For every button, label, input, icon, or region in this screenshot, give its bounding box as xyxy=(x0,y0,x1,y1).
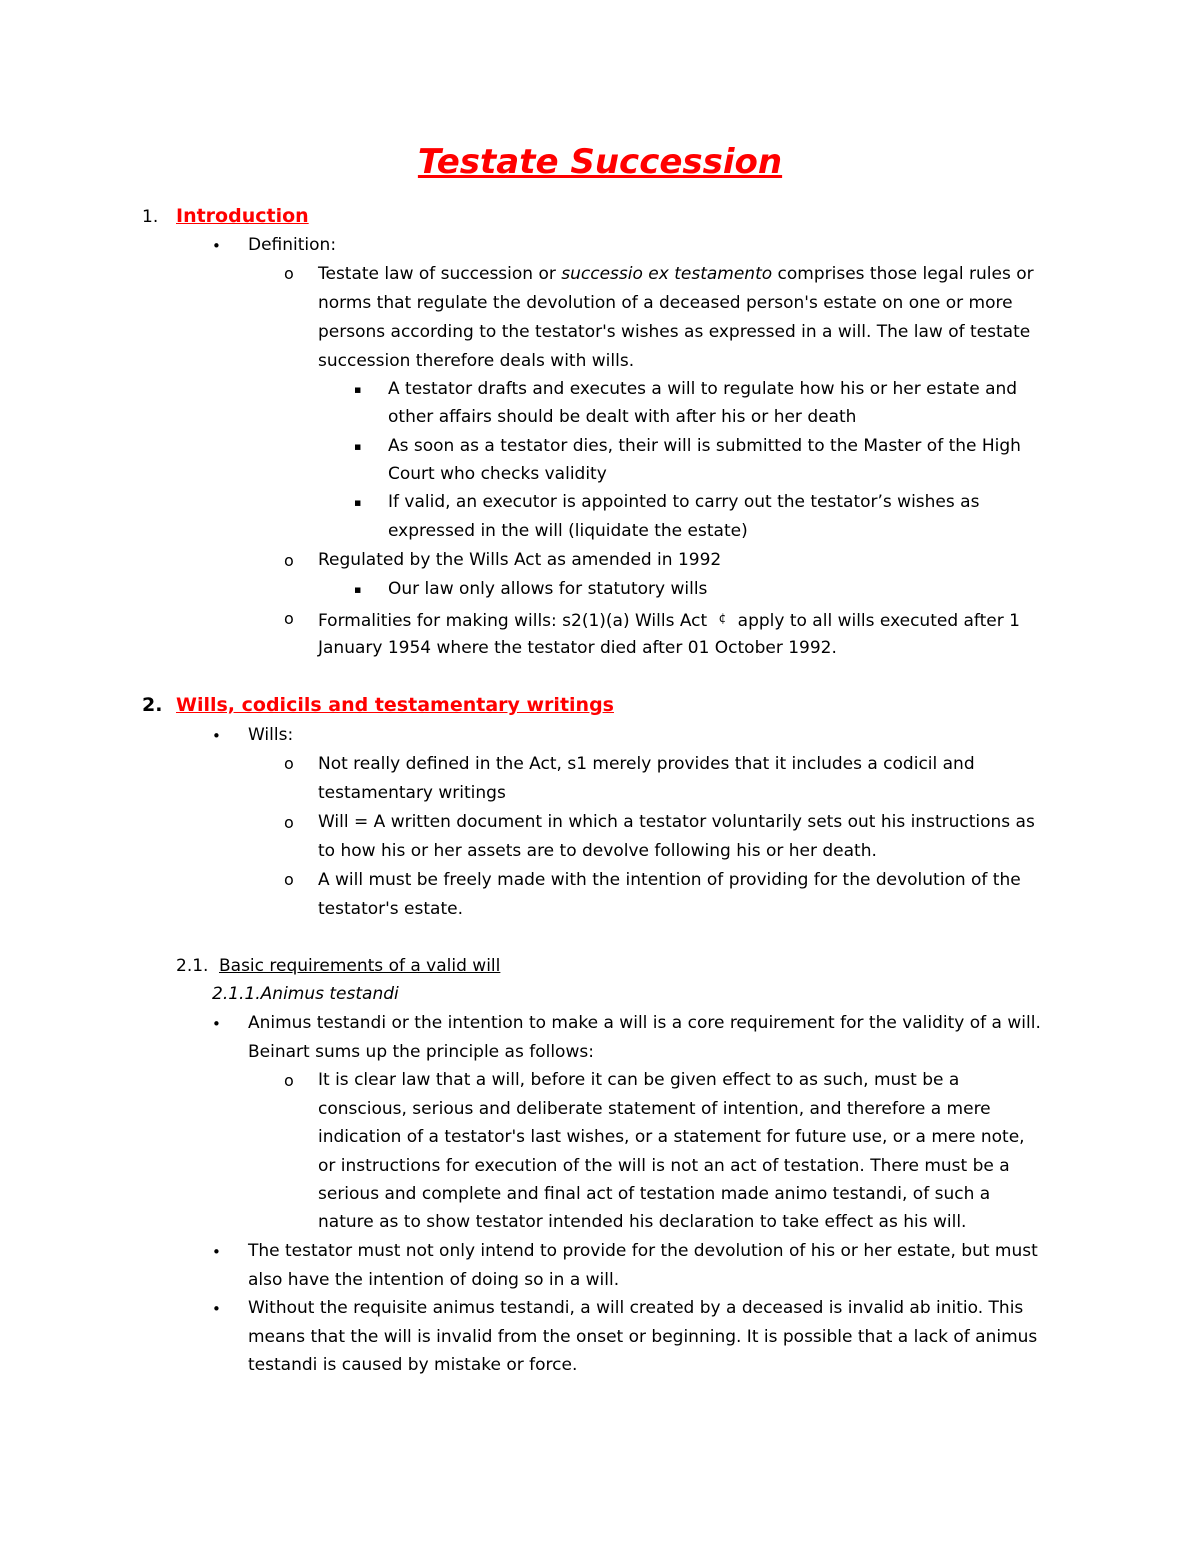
list-item-text: A testator drafts and executes a will to regulate how his or her estate and xyxy=(388,379,1018,399)
list-item-text: The testator must not only intend to provide for the devolution of his or her estate, but must xyxy=(248,1241,1038,1261)
list-item-text: A will must be freely made with the intention of providing for the devolution of the xyxy=(318,870,1021,890)
square-bullet-icon: ▪ xyxy=(354,383,362,396)
circle-bullet-icon: o xyxy=(284,813,294,832)
sub-subsection-heading: 2.1.1.Animus testandi xyxy=(212,984,399,1004)
list-item-text: As soon as a testator dies, their will is submitted to the Master of the High xyxy=(388,436,1021,456)
quote-text-line: nature as to show testator intended his declaration to take effect as his will. xyxy=(318,1212,967,1232)
list-item-text: means that the will is invalid from the onset or beginning. It is possible that a lack of animus xyxy=(248,1327,1038,1347)
definition-text-line: Testate law of succession or successio ex testamento comprises those legal rules or xyxy=(318,264,1034,284)
list-item-text: Formalities for making wills: s2(1)(a) Wills Act ¢ apply to all wills executed after 1 xyxy=(318,611,1020,631)
list-item-text: Regulated by the Wills Act as amended in 1992 xyxy=(318,550,722,570)
list-item-text: Court who checks validity xyxy=(388,464,607,484)
section-heading-introduction: Introduction xyxy=(176,205,309,227)
list-item-text: also have the intention of doing so in a will. xyxy=(248,1270,620,1290)
list-item-text: expressed in the will (liquidate the estate) xyxy=(388,521,748,541)
bullet-icon: • xyxy=(212,727,221,745)
section-number: 1. xyxy=(142,207,159,227)
list-item-text: testandi is caused by mistake or force. xyxy=(248,1355,578,1375)
bullet-icon: • xyxy=(212,237,221,255)
bullet-definition: Definition: xyxy=(248,235,337,255)
circle-bullet-icon: o xyxy=(284,609,294,628)
circle-bullet-icon: o xyxy=(284,870,294,889)
quote-text-line: It is clear law that a will, before it can be given effect to as such, must be a xyxy=(318,1070,960,1090)
circle-bullet-icon: o xyxy=(284,1071,294,1090)
list-item-text: testator's estate. xyxy=(318,899,463,919)
bullet-wills: Wills: xyxy=(248,725,294,745)
list-item-text: testamentary writings xyxy=(318,783,506,803)
quote-text-line: conscious, serious and deliberate statement of intention, and therefore a mere xyxy=(318,1099,991,1119)
circle-bullet-icon: o xyxy=(284,264,294,283)
reference-mark: ¢ xyxy=(718,611,727,625)
square-bullet-icon: ▪ xyxy=(354,440,362,453)
list-item-text: other affairs should be dealt with after his or her death xyxy=(388,407,857,427)
list-item-text: Not really defined in the Act, s1 merely provides that it includes a codicil and xyxy=(318,754,975,774)
list-item-text: Beinart sums up the principle as follows: xyxy=(248,1042,594,1062)
square-bullet-icon: ▪ xyxy=(354,583,362,596)
section-heading-wills: Wills, codicils and testamentary writings xyxy=(176,694,614,716)
circle-bullet-icon: o xyxy=(284,754,294,773)
list-item-text: Our law only allows for statutory wills xyxy=(388,579,708,599)
list-item-text: Without the requisite animus testandi, a will created by a deceased is invalid ab initio. This xyxy=(248,1298,1024,1318)
list-item-text: Animus testandi or the intention to make a will is a core requirement for the validity of a will. xyxy=(248,1013,1041,1033)
circle-bullet-icon: o xyxy=(284,551,294,570)
list-item-text: Will = A written document in which a testator voluntarily sets out his instructions as xyxy=(318,812,1035,832)
list-item-text: to how his or her assets are to devolve following his or her death. xyxy=(318,841,877,861)
subsection-heading: Basic requirements of a valid will xyxy=(219,956,501,976)
square-bullet-icon: ▪ xyxy=(354,496,362,509)
bullet-icon: • xyxy=(212,1243,221,1261)
subsection-number: 2.1. xyxy=(176,956,209,976)
bullet-icon: • xyxy=(212,1300,221,1318)
definition-text-line: norms that regulate the devolution of a deceased person's estate on one or more xyxy=(318,293,1013,313)
bullet-icon: • xyxy=(212,1015,221,1033)
quote-text-line: indication of a testator's last wishes, or a statement for future use, or a mere note, xyxy=(318,1127,1025,1147)
section-number: 2. xyxy=(142,694,163,716)
quote-text-line: or instructions for execution of the will is not an act of testation. There must be a xyxy=(318,1156,1010,1176)
definition-text-line: succession therefore deals with wills. xyxy=(318,351,635,371)
list-item-text: January 1954 where the testator died after 01 October 1992. xyxy=(318,638,837,658)
page-title: Testate Succession xyxy=(417,142,783,182)
quote-text-line: serious and complete and final act of testation made animo testandi, of such a xyxy=(318,1184,991,1204)
list-item-text: If valid, an executor is appointed to carry out the testator’s wishes as xyxy=(388,492,980,512)
definition-text-line: persons according to the testator's wishes as expressed in a will. The law of testate xyxy=(318,322,1031,342)
